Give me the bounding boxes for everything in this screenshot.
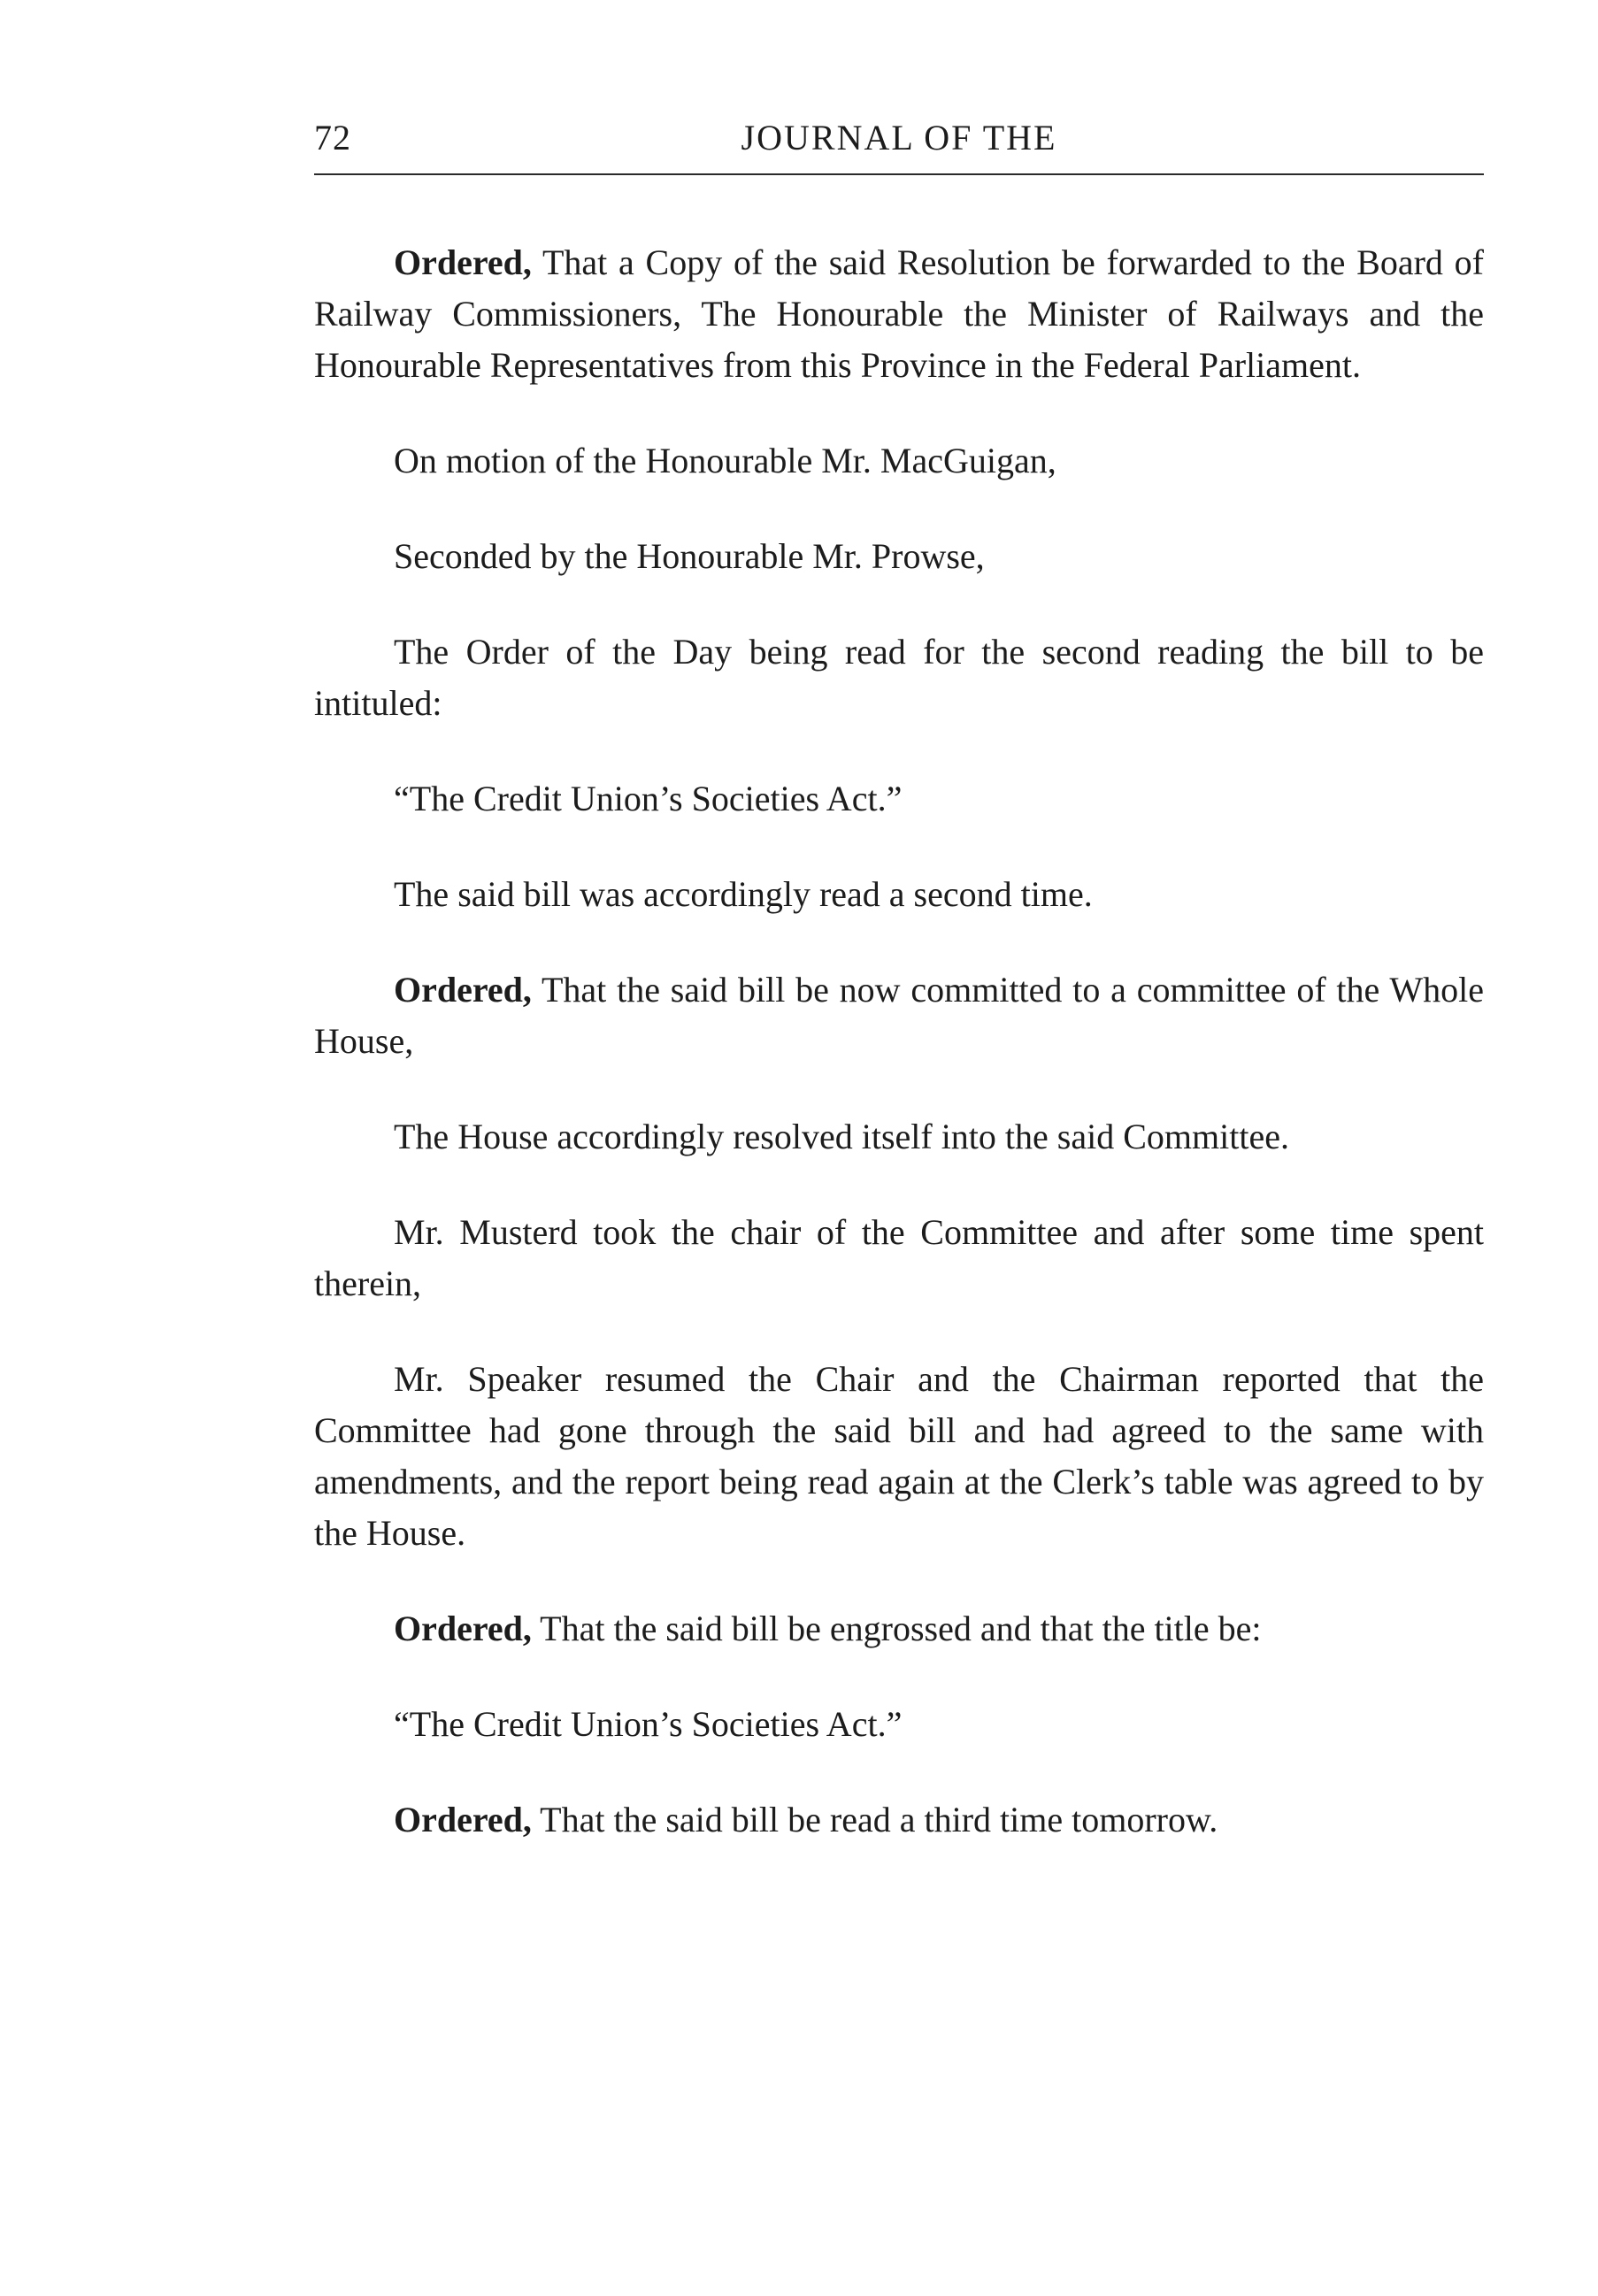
paragraph-ordered-engrossed — [314, 1603, 1484, 1655]
paragraph-text: Mr. Musterd took the chair of the Committee and after some time spent therein, — [314, 1212, 1484, 1303]
paragraph-motion — [314, 435, 1484, 487]
journal-body — [314, 237, 1484, 1890]
paragraph-text: That the said bill be engrossed and that the title be: — [531, 1609, 1262, 1648]
ordered-label: Ordered, — [394, 1609, 532, 1648]
paragraph-text: That the said bill be read a third time tomorrow. — [531, 1800, 1218, 1839]
paragraph-bill-title-final — [314, 1699, 1484, 1750]
paragraph-speaker-resumed — [314, 1354, 1484, 1559]
ordered-label: Ordered, — [394, 1800, 532, 1839]
paragraph-text: That the said bill be now committed to a committee of the Whole House, — [314, 970, 1484, 1061]
paragraph-house-resolved — [314, 1111, 1484, 1163]
page-number: 72 — [314, 118, 351, 157]
paragraph-ordered-committed — [314, 964, 1484, 1067]
paragraph-seconded — [314, 531, 1484, 582]
paragraph-text: Seconded by the Honourable Mr. Prowse, — [394, 536, 985, 576]
paragraph-text: The Order of the Day being read for the second reading the bill to be intituled: — [314, 632, 1484, 723]
paragraph-bill-title — [314, 773, 1484, 825]
ordered-label: Ordered, — [394, 242, 532, 282]
paragraph-ordered-third-reading — [314, 1794, 1484, 1846]
ordered-label: Ordered, — [394, 970, 532, 1010]
running-head — [314, 110, 1484, 163]
running-title: JOURNAL OF THE — [741, 118, 1057, 157]
paragraph-ordered-copy — [314, 237, 1484, 391]
paragraph-order-of-day — [314, 626, 1484, 729]
header-rule — [314, 173, 1484, 175]
paragraph-text: The said bill was accordingly read a second time. — [394, 874, 1093, 914]
paragraph-text: The House accordingly resolved itself into the said Committee. — [394, 1117, 1289, 1156]
paragraph-second-reading — [314, 869, 1484, 920]
paragraph-text: On motion of the Honourable Mr. MacGuigan, — [394, 441, 1056, 480]
journal-page — [314, 0, 1484, 2296]
paragraph-text: Mr. Speaker resumed the Chair and the Chairman reported that the Committee had gone through the said bill and had agreed to the same with amendments, and the report being read again at the Clerk’s table was agreed to by the House. — [314, 1359, 1484, 1553]
paragraph-chair — [314, 1207, 1484, 1309]
paragraph-text: “The Credit Union’s Societies Act.” — [394, 1704, 903, 1744]
paragraph-text: That a Copy of the said Resolution be forwarded to the Board of Railway Commissioners, The Honourable the Minister of Railways and the Honourable Representatives from this Province in the Federal Parliament. — [314, 242, 1484, 385]
paragraph-text: “The Credit Union’s Societies Act.” — [394, 779, 903, 818]
